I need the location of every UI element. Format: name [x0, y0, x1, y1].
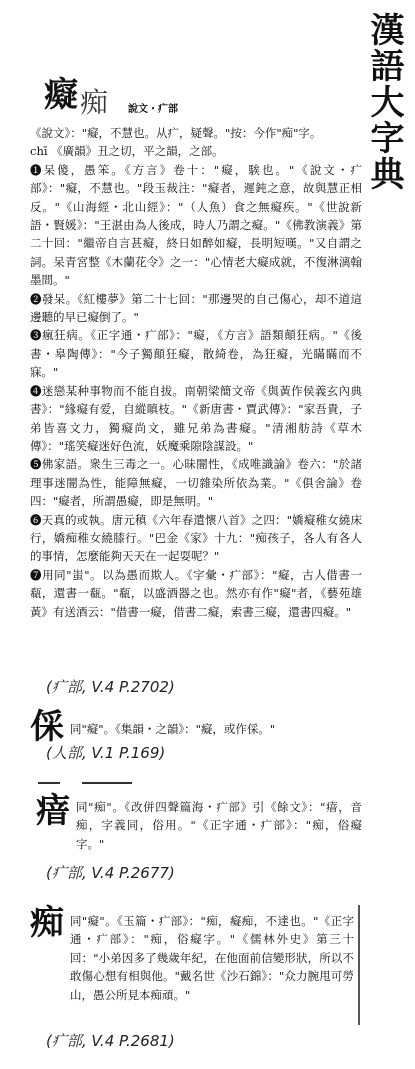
- margin-rule: [358, 905, 360, 1025]
- divider-short: [38, 782, 60, 784]
- sense-1: ❶呆傻，愚笨。《方言》卷十："癡，騃也。"《說文・疒部》："癡，不慧也。"段玉裁注："癡者，遲鈍之意，故與慧正相反。"《山海經・北山經》："（人魚）食之無癡疾。"《世說新語・賢媛》："王湛由為人後成，時人乃謂之癡。"《佛教演義》第二十回："繼帝自言甚癡，終日如醉如癡，長明短嘆。"又自謂之詞。呆青宮整《木蘭花令》之一："心情老大癡成就，不復淋漓翰墨間。": [30, 162, 362, 288]
- sense-3: ❸瘋狂病。《正字通・疒部》："癡，《方言》語類顛狂病。"《後書・皋陶傳》："今子獨顛狂癡，散綺卷，為狂癡，光瞞瞞而不寐。": [30, 328, 362, 380]
- headword-entry-2: 倸: [30, 707, 64, 747]
- entry-body-main: [30, 124, 362, 621]
- headword-entry-3: 瘖: [36, 791, 70, 831]
- sense-intro: 《說文》："癡，不慧也。从疒，疑聲。"按：今作"痴"字。: [30, 126, 322, 140]
- handwritten-reference-1: (疒部, V.4 P.2702): [46, 678, 175, 696]
- headword-variant: 痴: [80, 86, 109, 119]
- headword-entry-4: 痴: [30, 903, 64, 943]
- handwritten-reference-3: (疒部, V.4 P.2677): [46, 864, 175, 882]
- entry-body-3: 同"痴"。《改併四聲篇海・疒部》引《餘文》："瘖，音痴，字義同，俗用。"《正字通・疒部》："痴，俗癡字。": [76, 800, 362, 851]
- sense-5: ❺佛家語。衆生三毒之一。心昧闇性，《成唯識論》卷六："於諸理事迷闇為性，能障無癡，一切雜染所依為業。"《俱舍論》卷四："癡者，所謂愚癡，即是無明。": [30, 457, 362, 509]
- sense-2: ❷發呆。《紅樓夢》第二十七回："那邊哭的自己傷心，却不道這邊聽的早已癡倒了。": [30, 291, 362, 325]
- sense-6: ❻天真的或執。唐元稹《六年春遣懷八首》之四："嬌癡稚女繞床行，嬌痴稚女繞膝行。"巴金《家》十九："痴孩子，各人有各人的事情，怎麼能夠天天在一起耍呢？": [30, 512, 362, 564]
- divider-long: [82, 782, 132, 784]
- sense-7: ❼用同"蚩"。以為愚而欺人。《字彙・疒部》："癡，古人借書一瓻，還書一瓻。"瓻，以盛酒器之也。然亦有作"癡"者，《藝苑雄黃》有送酒云："借書一癡，借書二癡，索書三癡，還書四癡。": [30, 567, 362, 619]
- sense-4: ❹迷戀某种事物而不能自拔。南朝梁簡文帝《與黃作侯義玄內典書》："緣癡有爱，自縱瞋枝。"《新唐書・賈武傳》："家吾貴，子弟皆喜文力，獨癡尚文，雖兄弟為書癡。"清湘舫詩《草木傳》："瑤笑癡迷好色流，妖魔乘隙陰謀設。": [30, 383, 362, 453]
- dictionary-title: 漢語大字典: [364, 12, 404, 192]
- headword-source-note: 說文・疒部: [128, 104, 178, 115]
- headword-main: 癡: [44, 75, 78, 115]
- entry-body-2: 同"癡"。《集韻・之韻》："癡，或作倸。": [70, 722, 276, 736]
- handwritten-reference-4: (疒部, V.4 P.2681): [46, 1032, 175, 1050]
- entry-body-4: 同"癡"。《玉篇・疒部》："痴，癡痴，不達也。"《正字通・疒部》："痴，俗癡字。"《儒林外史》第三十回："小弟因多了幾歲年紀，在他面前信變形狀，所以不敢傷心想有相與他。"戴名世《沙石錦》："众力腕甩可勞山，愚公所見本痴頑。": [70, 914, 354, 1002]
- sense-pronunciation: chī 《廣韻》丑之切，平之韻，之部。: [30, 144, 224, 159]
- handwritten-reference-2: (人部, V.1 P.169): [46, 744, 166, 762]
